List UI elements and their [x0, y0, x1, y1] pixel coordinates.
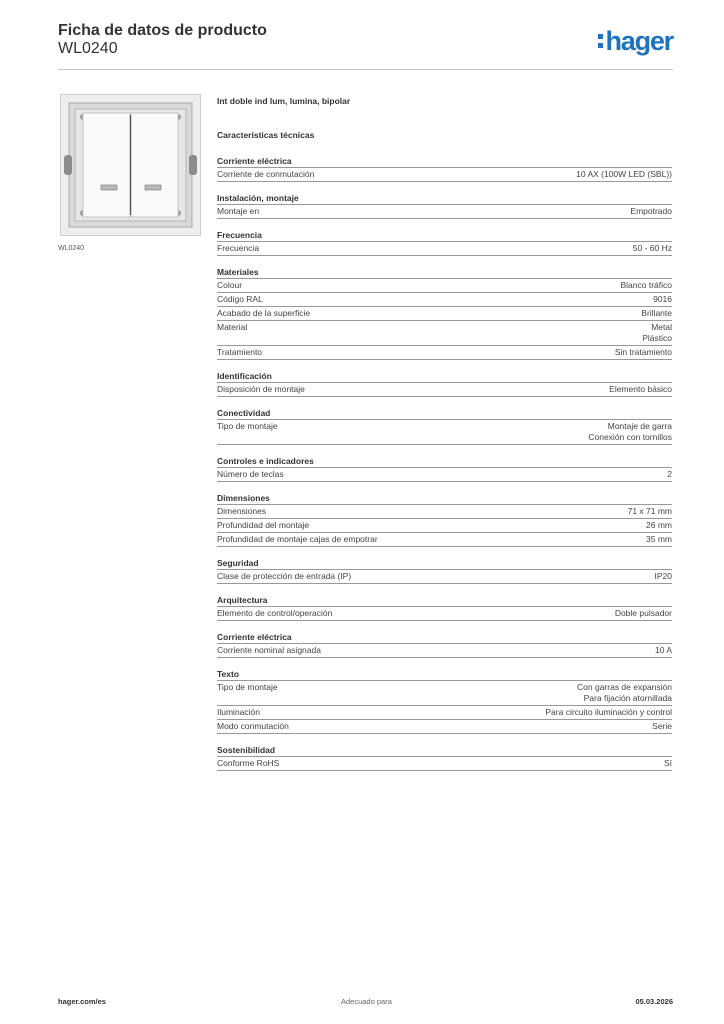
spec-value	[545, 707, 672, 718]
spec-value-line: Conexión con tornillos	[588, 432, 672, 442]
spec-row	[217, 644, 672, 658]
spec-value	[646, 520, 672, 531]
spec-section	[217, 456, 672, 482]
spec-label: Modo conmutación	[217, 721, 289, 731]
spec-row	[217, 607, 672, 621]
spec-value	[628, 506, 672, 517]
spec-section	[217, 745, 672, 771]
spec-row	[217, 168, 672, 182]
spec-value	[664, 758, 672, 769]
spec-label: Frecuencia	[217, 243, 260, 253]
spec-value-line: Plástico	[642, 333, 672, 343]
spec-label: Código RAL	[217, 294, 263, 304]
spec-section	[217, 595, 672, 621]
spec-label: Dimensiones	[217, 506, 267, 516]
spec-rows	[217, 680, 672, 734]
spec-value	[609, 384, 672, 395]
spec-row	[217, 321, 672, 346]
spec-value-line: Sin tratamiento	[614, 347, 672, 357]
spec-value-line: IP20	[654, 571, 672, 581]
footer-website-link[interactable]: hager.com/es	[58, 997, 106, 1006]
spec-value-line: 10 AX (100W LED (SBL))	[576, 169, 672, 179]
section-title: Materiales	[217, 267, 259, 277]
double-switch-icon	[61, 95, 200, 235]
spec-value-line: Serie	[652, 721, 672, 731]
section-title: Corriente eléctrica	[217, 156, 292, 166]
spec-rows	[217, 204, 672, 219]
spec-rows	[217, 569, 672, 584]
spec-row	[217, 307, 672, 321]
hager-logo-icon	[598, 30, 604, 50]
section-title: Controles e indicadores	[217, 456, 314, 466]
spec-row	[217, 720, 672, 734]
spec-row	[217, 757, 672, 771]
brand-logo[interactable]	[598, 26, 673, 56]
spec-rows	[217, 504, 672, 547]
spec-value	[615, 347, 672, 358]
spec-row	[217, 420, 672, 445]
spec-label: Clase de protección de entrada (IP)	[217, 571, 352, 581]
page-header	[58, 22, 673, 70]
spec-row	[217, 468, 672, 482]
spec-value	[630, 206, 672, 217]
spec-value	[633, 243, 672, 254]
spec-value-line: 10 A	[654, 645, 672, 655]
spec-section	[217, 669, 672, 734]
spec-content	[217, 96, 672, 782]
spec-value	[646, 534, 672, 545]
spec-value-line: 26 mm	[646, 520, 672, 530]
spec-value-line: Con garras de expansión	[577, 682, 672, 692]
section-title: Instalación, montaje	[217, 193, 299, 203]
spec-value	[621, 280, 673, 291]
spec-label: Conforme RoHS	[217, 758, 280, 768]
section-title: Corriente eléctrica	[217, 632, 292, 642]
spec-value	[576, 169, 672, 180]
characteristics-title: Características técnicas	[217, 130, 315, 140]
spec-value-line: 50 - 60 Hz	[632, 243, 672, 253]
spec-rows	[217, 278, 672, 360]
spec-value	[653, 294, 672, 305]
spec-value-line: Elemento básico	[609, 384, 672, 394]
product-name: Int doble ind lum, lumina, bipolar	[217, 96, 351, 106]
document-title: Ficha de datos de producto	[58, 22, 267, 39]
spec-section	[217, 193, 672, 219]
section-title: Frecuencia	[217, 230, 262, 240]
spec-value-line: Para fijación atornillada	[583, 693, 672, 703]
spec-rows	[217, 756, 672, 771]
spec-rows	[217, 167, 672, 182]
page-footer	[58, 997, 673, 1011]
spec-row	[217, 533, 672, 547]
image-caption: WL0240	[58, 245, 85, 252]
footer-suitable-for: Adecuado para	[341, 997, 392, 1006]
spec-value-line: Metal	[651, 322, 672, 332]
spec-value-line: Montaje de garra	[607, 421, 672, 431]
product-code: WL0240	[58, 40, 118, 57]
spec-label: Tipo de montaje	[217, 682, 278, 692]
spec-label: Número de teclas	[217, 469, 284, 479]
spec-section	[217, 371, 672, 397]
spec-row	[217, 346, 672, 360]
spec-label: Corriente de conmutación	[217, 169, 315, 179]
spec-row	[217, 242, 672, 256]
spec-row	[217, 505, 672, 519]
spec-label: Acabado de la superficie	[217, 308, 311, 318]
section-title: Seguridad	[217, 558, 259, 568]
spec-rows	[217, 467, 672, 482]
spec-value-line: 35 mm	[646, 534, 672, 544]
spec-value	[588, 421, 672, 443]
spec-value	[641, 308, 672, 319]
spec-value-line: 9016	[653, 294, 672, 304]
spec-value	[615, 608, 672, 619]
spec-section	[217, 267, 672, 360]
spec-value-line: Brillante	[641, 308, 672, 318]
spec-label: Montaje en	[217, 206, 260, 216]
spec-value-line: 2	[667, 469, 672, 479]
spec-label: Iluminación	[217, 707, 260, 717]
spec-label: Material	[217, 322, 248, 332]
spec-value	[667, 469, 672, 480]
spec-rows	[217, 643, 672, 658]
spec-section	[217, 493, 672, 547]
spec-label: Colour	[217, 280, 243, 290]
spec-value	[652, 721, 672, 732]
spec-rows	[217, 606, 672, 621]
spec-label: Tipo de montaje	[217, 421, 278, 431]
spec-value-line: Empotrado	[630, 206, 672, 216]
spec-label: Tratamiento	[217, 347, 263, 357]
spec-value-line: Para circuito iluminación y control	[545, 707, 672, 717]
spec-value-line: 71 x 71 mm	[627, 506, 672, 516]
spec-row	[217, 681, 672, 706]
spec-value	[577, 682, 672, 704]
spec-section	[217, 558, 672, 584]
spec-section	[217, 156, 672, 182]
spec-row	[217, 706, 672, 720]
spec-rows	[217, 241, 672, 256]
footer-date: 05.03.2026	[635, 997, 673, 1006]
section-title: Texto	[217, 669, 240, 679]
section-title: Dimensiones	[217, 493, 270, 503]
spec-section	[217, 230, 672, 256]
section-title: Identificación	[217, 371, 272, 381]
spec-row	[217, 205, 672, 219]
spec-row	[217, 519, 672, 533]
spec-label: Disposición de montaje	[217, 384, 305, 394]
spec-row	[217, 570, 672, 584]
spec-value-line: Doble pulsador	[614, 608, 672, 618]
spec-section	[217, 408, 672, 445]
spec-rows	[217, 419, 672, 445]
spec-label: Profundidad del montaje	[217, 520, 310, 530]
section-title: Arquitectura	[217, 595, 268, 605]
spec-value-line: Sí	[663, 758, 672, 768]
spec-rows	[217, 382, 672, 397]
spec-row	[217, 293, 672, 307]
spec-label: Profundidad de montaje cajas de empotrar	[217, 534, 378, 544]
spec-label: Elemento de control/operación	[217, 608, 333, 618]
spec-sections	[217, 156, 672, 771]
spec-value	[655, 645, 672, 656]
section-title: Conectividad	[217, 408, 271, 418]
spec-value	[642, 322, 672, 344]
spec-section	[217, 632, 672, 658]
spec-label: Corriente nominal asignada	[217, 645, 321, 655]
spec-row	[217, 383, 672, 397]
product-image	[60, 94, 201, 236]
spec-value	[655, 571, 673, 582]
logo-text: hager	[605, 26, 673, 56]
spec-value-line: Blanco tráfico	[620, 280, 672, 290]
spec-row	[217, 279, 672, 293]
section-title: Sostenibilidad	[217, 745, 276, 755]
